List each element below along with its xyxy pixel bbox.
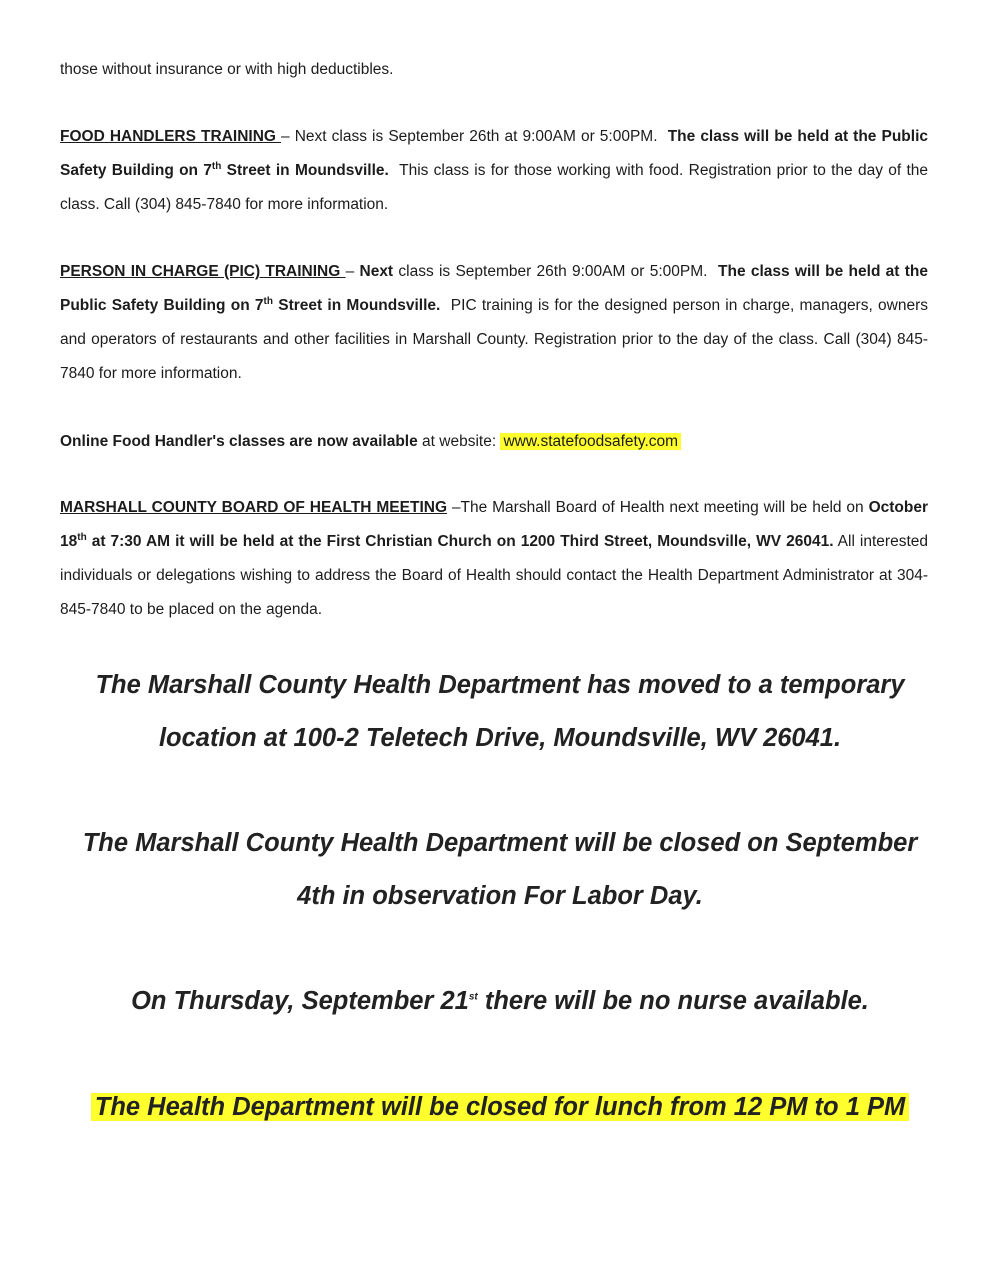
food-handlers-heading: FOOD HANDLERS TRAINING: [60, 128, 282, 145]
board-of-health-heading: MARSHALL COUNTY BOARD OF HEALTH MEETING: [60, 499, 448, 516]
food-handlers-section: FOOD HANDLERS TRAINING – Next class is September 26th at 9:00AM or 5:00PM. The class will be held at the Public Safety Building on 7th Street in Moundsville. This class is for those working with food. Registration prior to the day of the class. Call (304) 845-7840 for more information.: [60, 128, 929, 213]
online-classes-line: Online Food Handler's classes are now available at website: www.statefoodsafety.com: [60, 425, 928, 459]
intro-text: those without insurance or with high deductibles.: [60, 61, 394, 78]
moved-notice: The Marshall County Health Department has moved to a temporary location at 100-2 Teletech Drive, Moundsville, WV 26041.: [95, 671, 905, 752]
statefoodsafety-link[interactable]: www.statefoodsafety.com: [500, 433, 681, 450]
pic-training-section: PERSON IN CHARGE (PIC) TRAINING – Next class is September 26th 9:00AM or 5:00PM. The class will be held at the Public Safety Building on 7th Street in Moundsville. PIC training is for the designed person in charge, managers, owners and operators of restaurants and other facilities in Marshall County. Registration prior to the day of the class. Call (304) 845-7840 for more information.: [60, 263, 928, 382]
labor-day-closure-notice: The Marshall County Health Department will be closed on September 4th in observation For Labor Day.: [82, 829, 918, 910]
lunch-closure-notice: The Health Department will be closed for lunch from 12 PM to 1 PM: [40, 1081, 960, 1134]
pic-training-heading: PERSON IN CHARGE (PIC) TRAINING: [60, 263, 346, 280]
no-nurse-notice: On Thursday, September 21st there will be no nurse available.: [131, 987, 869, 1015]
board-of-health-section: MARSHALL COUNTY BOARD OF HEALTH MEETING –The Marshall Board of Health next meeting will be held on October 18th at 7:30 AM it will be held at the First Christian Church on 1200 Third Street, Moundsville, WV 26041. All interested individuals or delegations wishing to address the Board of Health should contact the Health Department Administrator at 304-845-7840 to be placed on the agenda.: [60, 499, 928, 618]
